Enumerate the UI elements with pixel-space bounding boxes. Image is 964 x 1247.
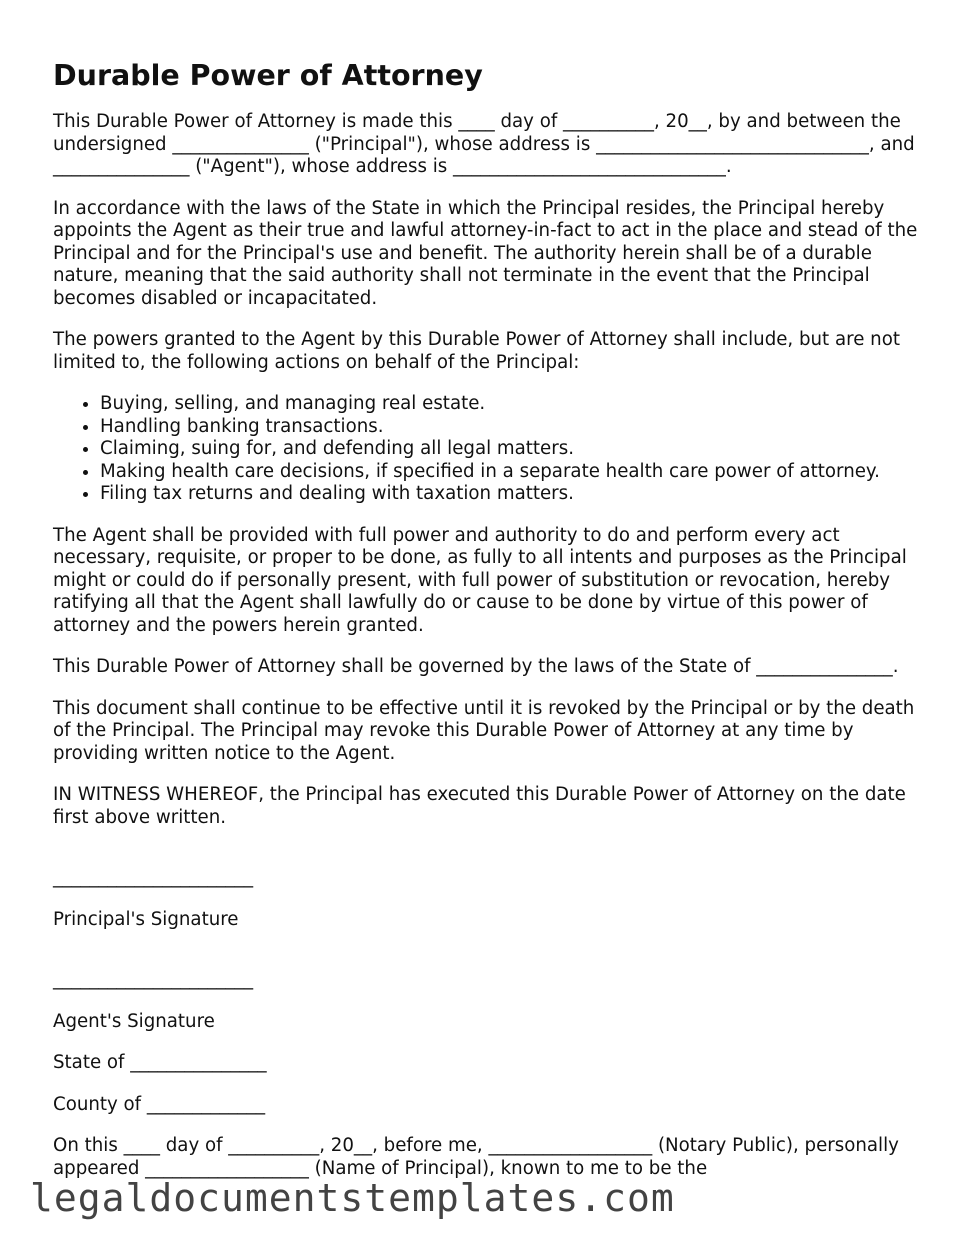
- appointment-paragraph: In accordance with the laws of the State in which the Principal resides, the Principal hereby appoints the Agent as their true and lawful attorney-in-fact to act in the place and stead of the Principal and for the Principal's use and benefit. The authority herein shall be of a durable nature, meaning that the said authority shall not terminate in the event that the Principal becomes disabled or incapacitated.: [53, 197, 918, 309]
- state-of-field: State of _______________: [53, 1052, 267, 1073]
- list-item: • Buying, selling, and managing real estate.: [100, 393, 923, 416]
- authority-paragraph: The Agent shall be provided with full power and authority to do and perform every act necessary, requisite, or proper to be done, as fully to all intents and purposes as the Principal might or could do if personally present, with full power of substitution or revocation, hereby ratifying all that the Agent shall lawfully do or cause to be done by virtue of this power of attorney and the powers herein granted.: [53, 524, 907, 636]
- intro-paragraph: This Durable Power of Attorney is made this ____ day of __________, 20__, by and between the undersigned _______________ ("Principal"), whose address is ______________________________, and _______________ ("Agent"), whose address is ______________________________.: [53, 111, 915, 177]
- document-page: [53, 58, 923, 1199]
- revocation-paragraph: This document shall continue to be effective until it is revoked by the Principal or by the death of the Principal. The Principal may revoke this Durable Power of Attorney at any time by providing written notice to the Agent.: [53, 697, 915, 764]
- list-item: • Filing tax returns and dealing with taxation matters.: [100, 483, 923, 506]
- principal-signature-line: ______________________: [53, 867, 254, 888]
- county-of-field: County of _____________: [53, 1093, 266, 1115]
- agent-signature-line: ______________________: [53, 969, 254, 990]
- governing-law-paragraph: This Durable Power of Attorney shall be governed by the laws of the State of _______________.: [53, 656, 899, 677]
- list-item: • Making health care decisions, if specified in a separate health care power of attorney.: [100, 461, 923, 484]
- spacer: [53, 848, 923, 867]
- powers-intro-paragraph: The powers granted to the Agent by this Durable Power of Attorney shall include, but are not limited to, the following actions on behalf of the Principal:: [53, 329, 900, 373]
- agent-signature-label: Agent's Signature: [53, 1010, 215, 1032]
- powers-list: [53, 393, 923, 506]
- watermark: legaldocumentstemplates.com: [30, 1176, 675, 1220]
- list-item: • Claiming, suing for, and defending all legal matters.: [100, 438, 923, 461]
- document-title: Durable Power of Attorney: [53, 59, 483, 92]
- witness-paragraph: IN WITNESS WHEREOF, the Principal has executed this Durable Power of Attorney on the date first above written.: [53, 784, 906, 828]
- notary-paragraph: On this ____ day of __________, 20__, before me, __________________ (Notary Public), personally appeared __________________ (Name of Principal), known to me to be the: [53, 1135, 899, 1179]
- list-item: • Handling banking transactions.: [100, 416, 923, 439]
- principal-signature-label: Principal's Signature: [53, 908, 239, 930]
